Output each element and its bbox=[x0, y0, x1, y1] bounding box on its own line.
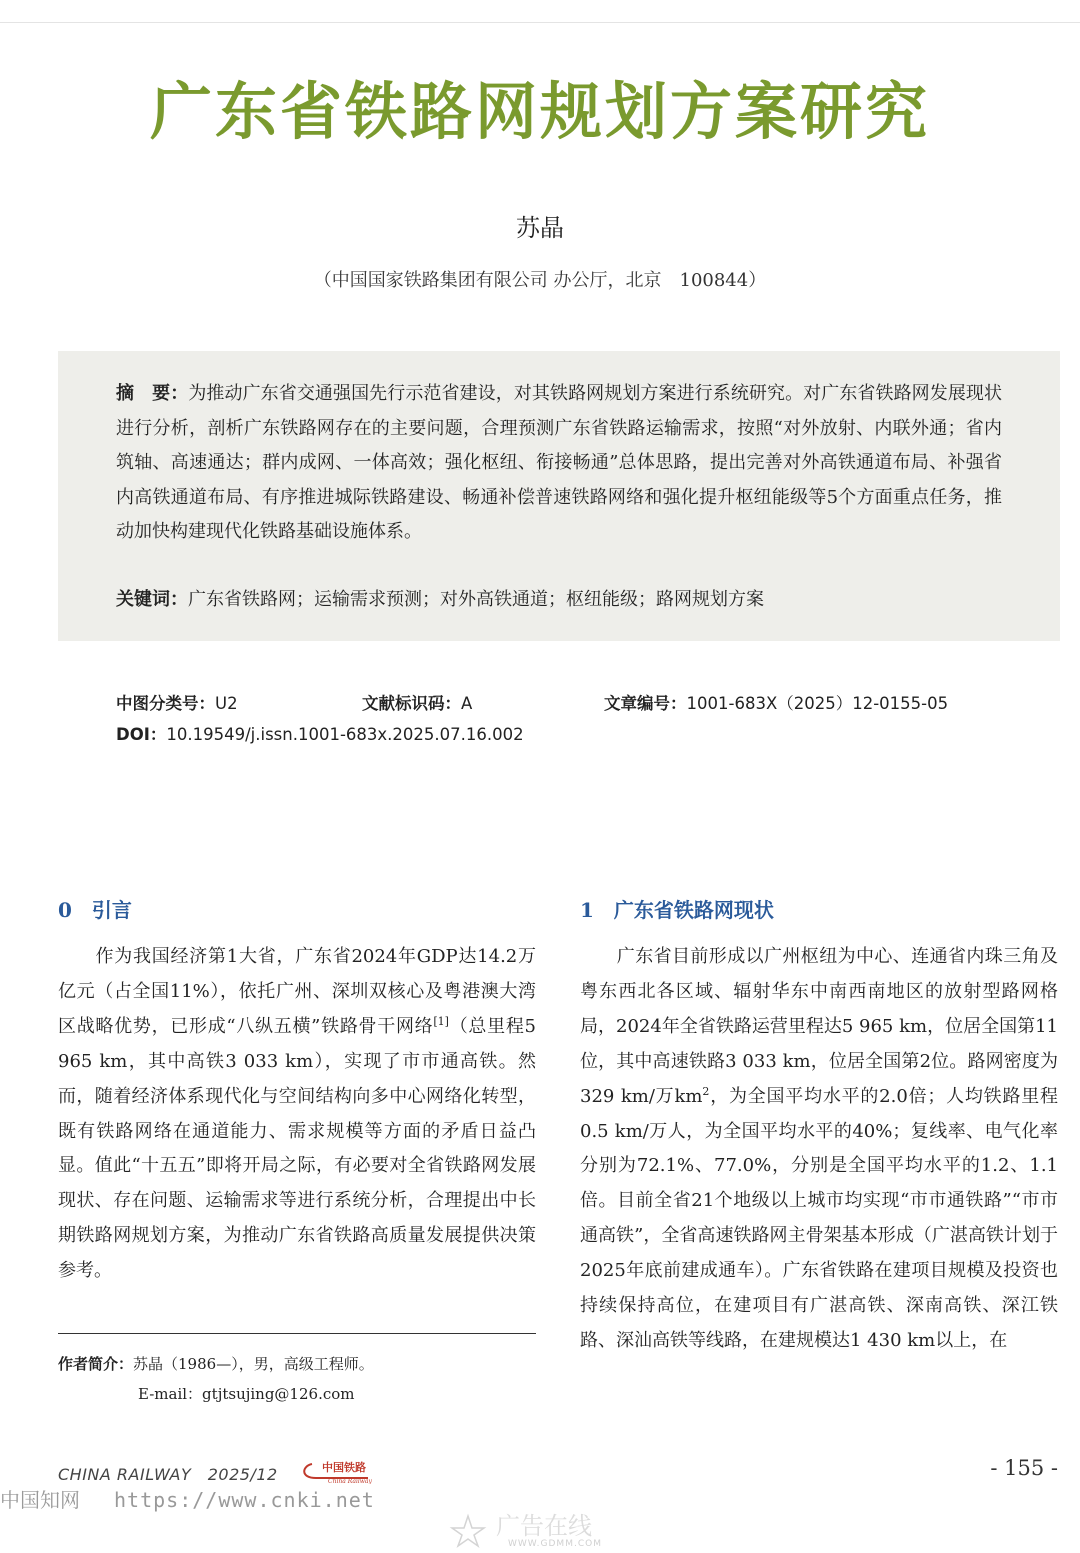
star-mark-icon bbox=[452, 1516, 484, 1546]
section-0-heading: 0 引言 bbox=[58, 898, 132, 922]
article-number: 文章编号：1001-683X（2025）12-0155-05 bbox=[604, 694, 949, 713]
gdmm-watermark bbox=[448, 1508, 648, 1548]
abstract-box bbox=[58, 351, 1060, 641]
keywords-label: 关键词： bbox=[116, 589, 188, 610]
footnote-rule bbox=[58, 1333, 536, 1334]
svg-text:广告在线: 广告在线 bbox=[496, 1512, 592, 1540]
svg-text:中国铁路: 中国铁路 bbox=[322, 1461, 366, 1474]
abstract-text: 为推动广东省交通强国先行示范省建设，对其铁路网规划方案进行系统研究。对广东省铁路网发展现状进行分析，剖析广东铁路网存在的主要问题，合理预测广东省铁路运输需求，按照“对外放射、内联外通；省内筑轴、高速通达；群内成网、一体高效；强化枢纽、衔接畅通”总体思路，提出完善对外高铁通道布局、补强省内高铁通道布局、有序推进城际铁路建设、畅通补偿普速铁路网络和强化提升枢纽能级等5个方面重点任务，推动加快构建现代化铁路基础设施体系。 bbox=[116, 383, 1003, 542]
top-rule bbox=[0, 22, 1080, 23]
svg-text:China Railway: China Railway bbox=[328, 1478, 372, 1484]
china-railway-logo bbox=[298, 1458, 378, 1484]
author-name: 苏晶 bbox=[516, 214, 564, 242]
abstract bbox=[116, 377, 1002, 550]
section-1-heading: 1 广东省铁路网现状 bbox=[580, 898, 774, 922]
journal-name: CHINA RAILWAY 2025/12 bbox=[58, 1465, 278, 1484]
keywords bbox=[116, 583, 1002, 617]
abstract-label: 摘 要： bbox=[116, 383, 189, 404]
superscript: 2 bbox=[702, 1084, 710, 1098]
paper-title: 广东省铁路网规划方案研究 bbox=[149, 75, 930, 148]
cnki-watermark: 中国知网 https://www.cnki.net bbox=[0, 1488, 375, 1512]
section-0-body: 作为我国经济第1大省，广东省2024年GDP达14.2万亿元（占全国11%），依托广州、深圳双核心及粤港澳大湾区战略优势，已形成“八纵五横”铁路骨干网络[1]（总里程5 965 km，其中高铁3 033 km），实现了市市通高铁。然而，随着经济体系现代化与空间结构向多中心网络化转型，既有铁路网络在通道能力、需求规模等方面的矛盾日益凸显。值此“十五五”即将开局之际，有必要对全省铁路网发展现状、存在问题、运输需求等进行系统分析，合理提出中长期铁路网规划方案，为推动广东省铁路高质量发展提供决策参考。 bbox=[58, 946, 537, 1282]
section-1-body: 广东省目前形成以广州枢纽为中心、连通省内珠三角及粤东西北各区域、辐射华东中南西南地区的放射型路网格局，2024年全省铁路运营里程达5 965 km，位居全国第11位，其中高速铁路3 033 km，位居全国第2位。路网密度为329 km/万$km^2$，为全国平均水平的2.0倍；人均铁路里程0.5 km/万人，为全国平均水平的40%；复线率、电气化率分别为72.1%、77.0%，分别是全国平均水平的1.2、1.1倍。目前全省21个地级以上城市均实现“市市通铁路”“市市通高铁”，全省高速铁路网主骨架基本形成（广湛高铁计划于2025年底前建成通车）。广东省铁路在建项目规模及投资也持续保持高位，在建项目有广湛高铁、深南高铁、深江铁路、深汕高铁等线路，在建规模达1 430 km以上，在 bbox=[580, 946, 1059, 1351]
page-number: - 155 - bbox=[990, 1456, 1058, 1480]
author-email: E-mail：gtjtsujing@126.com bbox=[138, 1385, 355, 1403]
svg-text:WWW.GDMM.COM: WWW.GDMM.COM bbox=[508, 1539, 602, 1548]
citation-ref: [1] bbox=[433, 1014, 449, 1028]
keywords-text: 广东省铁路网；运输需求预测；对外高铁通道；枢纽能级；路网规划方案 bbox=[188, 589, 764, 610]
document-code: 文献标识码：A bbox=[362, 694, 473, 713]
author-bio: 作者简介：苏晶（1986—），男，高级工程师。 bbox=[58, 1355, 374, 1373]
doi: DOI：10.19549/j.issn.1001-683x.2025.07.16.002 bbox=[116, 725, 524, 744]
clc-number: 中图分类号：U2 bbox=[116, 694, 238, 713]
author-affiliation: （中国国家铁路集团有限公司 办公厅，北京 100844） bbox=[313, 270, 767, 291]
